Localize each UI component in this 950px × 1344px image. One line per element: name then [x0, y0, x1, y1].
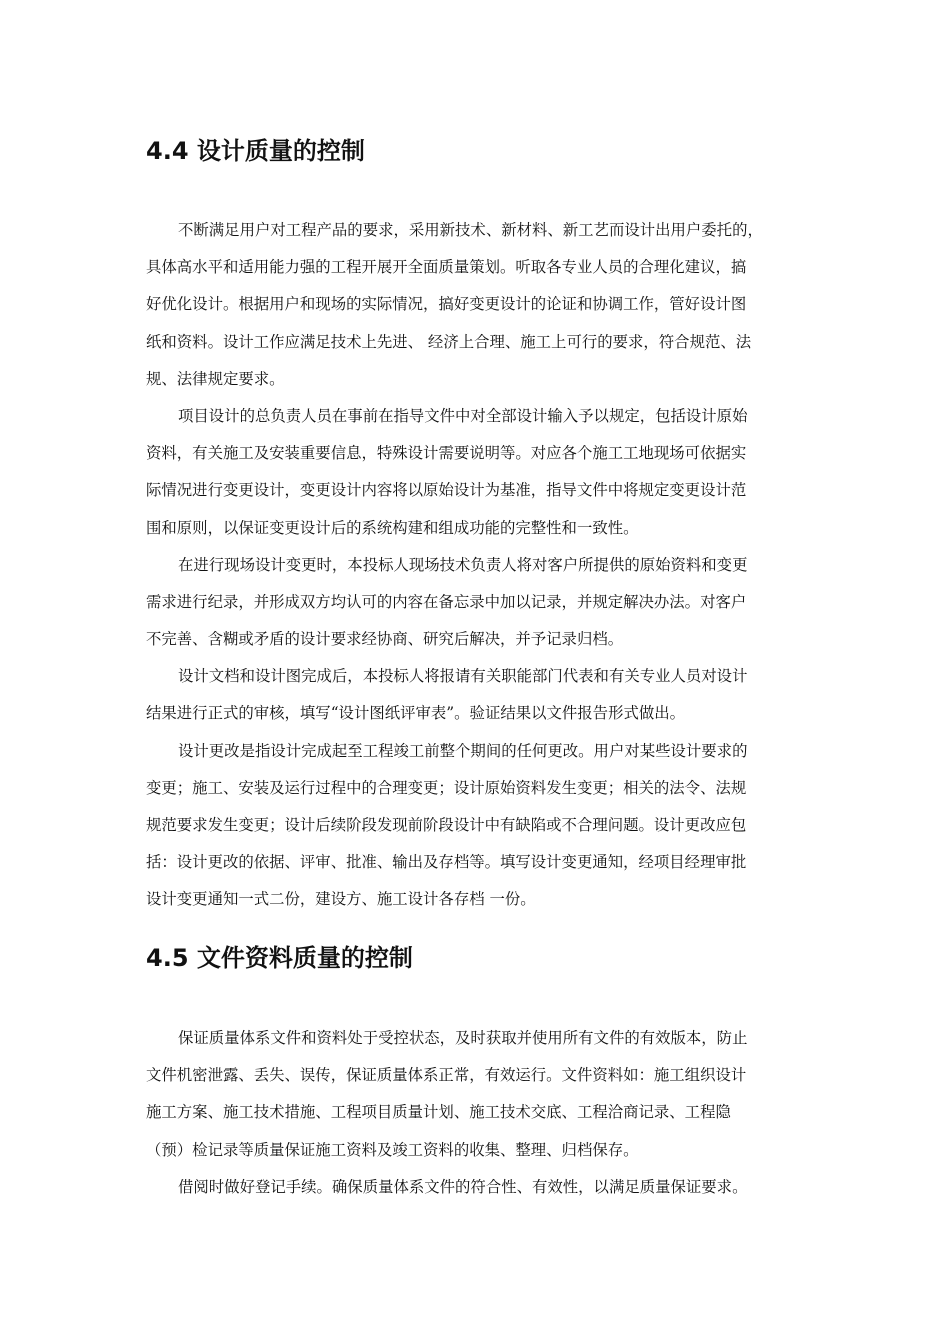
text-line: 括：设计更改的依据、评审、批准、输出及存档等。填写设计变更通知，经项目经理审批	[146, 853, 747, 872]
text-line: 规范要求发生变更；设计后续阶段发现前阶段设计中有缺陷或不合理问题。设计更改应包	[146, 816, 747, 834]
section-heading-4-5: 4.5 文件资料质量的控制	[146, 944, 413, 972]
section-4-5-body	[146, 1020, 814, 1206]
text-line: 需求进行纪录，并形成双方均认可的内容在备忘录中加以记录，并规定解决办法。对客户	[146, 592, 747, 611]
text-line: 具体高水平和适用能力强的工程开展开全面质量策划。听取各专业人员的合理化建议，搞	[146, 258, 747, 277]
text-line: 施工方案、施工技术措施、工程项目质量计划、施工技术交底、工程洽商记录、工程隐	[146, 1103, 731, 1122]
text-line: 际情况进行变更设计，变更设计内容将以原始设计为基准，指导文件中将规定变更设计范	[146, 481, 747, 500]
text-line: 不断满足用户对工程产品的要求，采用新技术、新材料、新工艺而设计出用户委托的，	[178, 221, 763, 239]
text-line: 设计文档和设计图完成后，本投标人将报请有关职能部门代表和有关专业人员对设计	[178, 667, 748, 686]
text-line: 设计变更通知一式二份，建设方、施工设计各存档 一份。	[146, 890, 536, 909]
text-line: （预）检记录等质量保证施工资料及竣工资料的收集、整理、归档保存。	[146, 1140, 639, 1159]
section-4-4-body	[146, 212, 814, 919]
text-line: 不完善、含糊或矛盾的设计要求经协商、研究后解决，并予记录归档。	[146, 630, 624, 649]
text-line: 在进行现场设计变更时，本投标人现场技术负责人将对客户所提供的原始资料和变更	[178, 555, 748, 574]
text-line: 围和原则，以保证变更设计后的系统构建和组成功能的完整性和一致性。	[146, 518, 639, 537]
text-line: 结果进行正式的审核，填写“设计图纸评审表”。验证结果以文件报告形式做出。	[146, 704, 686, 723]
text-line: 文件机密泄露、丢失、误传，保证质量体系正常，有效运行。文件资料如：施工组织设计	[146, 1066, 747, 1085]
text-line: 保证质量体系文件和资料处于受控状态，及时获取并使用所有文件的有效版本，防止	[178, 1029, 748, 1047]
text-line: 资料，有关施工及安装重要信息，特殊设计需要说明等。对应各个施工工地现场可依据实	[146, 444, 747, 463]
text-line: 规、法律规定要求。	[146, 369, 285, 388]
text-line: 纸和资料。设计工作应满足技术上先进、 经济上合理、施工上可行的要求，符合规范、法	[146, 332, 752, 351]
text-line: 项目设计的总负责人员在事前在指导文件中对全部设计输入予以规定，包括设计原始	[178, 406, 748, 425]
text-line: 变更；施工、安装及运行过程中的合理变更；设计原始资料发生变更；相关的法令、法规	[146, 778, 747, 797]
text-line: 好优化设计。根据用户和现场的实际情况，搞好变更设计的论证和协调工作，管好设计图	[146, 295, 747, 314]
text-line: 设计更改是指设计完成起至工程竣工前整个期间的任何更改。用户对某些设计要求的	[178, 741, 748, 760]
text-line: 借阅时做好登记手续。确保质量体系文件的符合性、有效性，以满足质量保证要求。	[178, 1177, 748, 1196]
section-heading-4-4: 4.4 设计质量的控制	[146, 137, 365, 165]
